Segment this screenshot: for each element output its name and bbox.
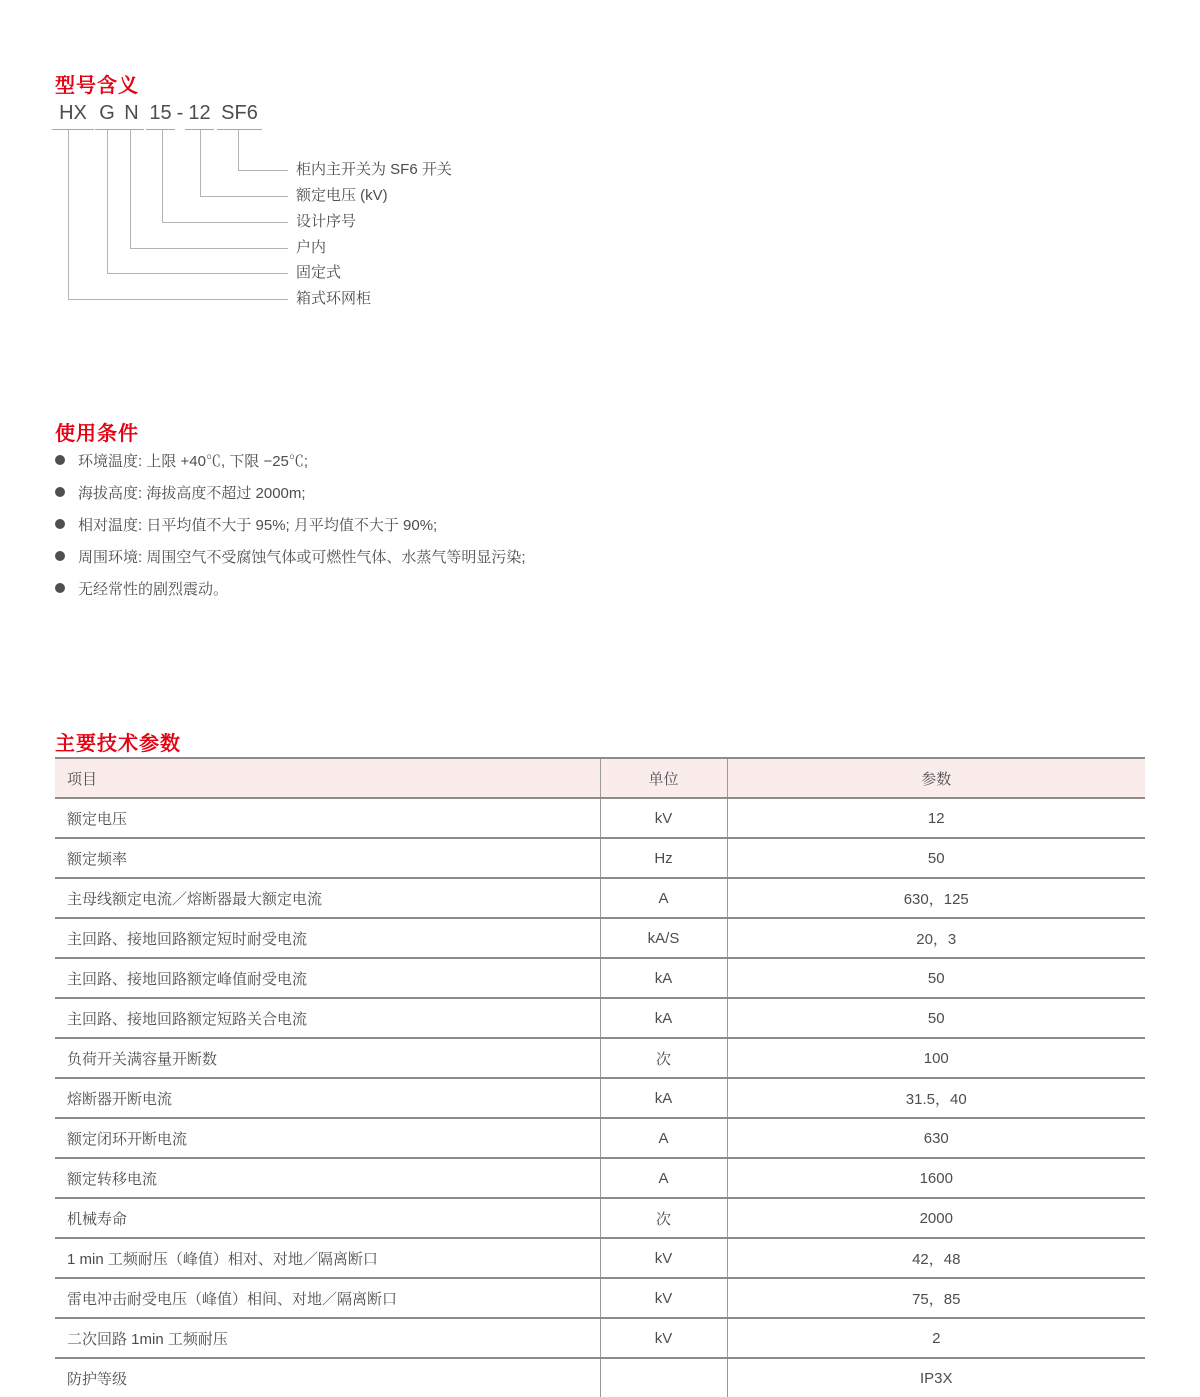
- section-title-model-meaning: 型号含义: [55, 74, 139, 97]
- table-row: [55, 1238, 1145, 1278]
- param-unit: kV: [600, 798, 727, 838]
- param-item: 二次回路 1min 工频耐压: [55, 1318, 600, 1358]
- usage-condition-item: [55, 508, 526, 540]
- param-item: 额定闭环开断电流: [55, 1118, 600, 1158]
- table-row: [55, 1038, 1145, 1078]
- connector-line-vertical-n: [130, 129, 131, 248]
- param-value: 31.5，40: [727, 1078, 1145, 1118]
- table-row: [55, 1278, 1145, 1318]
- table-row: [55, 1358, 1145, 1397]
- model-label-design-serial: 设计序号: [296, 213, 357, 230]
- param-unit: kA/S: [600, 918, 727, 958]
- model-code-part-12: 12: [185, 102, 214, 130]
- usage-condition-item: [55, 444, 526, 476]
- model-label-fixed-type: 固定式: [296, 264, 342, 281]
- param-item: 额定频率: [55, 838, 600, 878]
- connector-line-horizontal-g: [107, 273, 288, 274]
- parameters-table: [55, 757, 1145, 1397]
- param-value: 1600: [727, 1158, 1145, 1198]
- table-row: [55, 958, 1145, 998]
- param-value: 2000: [727, 1198, 1145, 1238]
- section-title-usage-conditions: 使用条件: [55, 422, 139, 445]
- param-value: 20，3: [727, 918, 1145, 958]
- model-code-part-15: 15: [146, 102, 175, 130]
- model-code-part-hx: HX: [52, 102, 94, 130]
- model-code-part-n: N: [119, 102, 144, 130]
- param-unit: [600, 1358, 727, 1397]
- table-row: [55, 878, 1145, 918]
- bullet-icon: [55, 455, 65, 465]
- usage-condition-text: 海拔高度: 海拔高度不超过 2000m;: [78, 484, 306, 502]
- param-unit: Hz: [600, 838, 727, 878]
- usage-condition-item: [55, 540, 526, 572]
- param-unit: A: [600, 878, 727, 918]
- param-item: 额定转移电流: [55, 1158, 600, 1198]
- usage-condition-text: 无经常性的剧烈震动。: [78, 580, 229, 598]
- param-value: 50: [727, 958, 1145, 998]
- model-code-part-g: G: [95, 102, 119, 130]
- table-row: [55, 798, 1145, 838]
- param-value: 100: [727, 1038, 1145, 1078]
- table-row: [55, 1198, 1145, 1238]
- connector-line-horizontal-hx: [68, 299, 288, 300]
- param-item: 主回路、接地回路额定峰值耐受电流: [55, 958, 600, 998]
- usage-condition-text: 周围环境: 周围空气不受腐蚀气体或可燃性气体、水蒸气等明显污染;: [78, 548, 526, 566]
- usage-condition-item: [55, 572, 526, 604]
- table-header-row: [55, 758, 1145, 798]
- usage-condition-item: [55, 476, 526, 508]
- usage-condition-text: 相对温度: 日平均值不大于 95%; 月平均值不大于 90%;: [78, 516, 438, 534]
- param-item: 机械寿命: [55, 1198, 600, 1238]
- section-title-main-parameters: 主要技术参数: [55, 732, 181, 755]
- table-row: [55, 1158, 1145, 1198]
- param-unit: kV: [600, 1238, 727, 1278]
- model-code-dash: -: [176, 102, 184, 124]
- bullet-icon: [55, 487, 65, 497]
- bullet-icon: [55, 583, 65, 593]
- param-value: 42，48: [727, 1238, 1145, 1278]
- param-value: 50: [727, 838, 1145, 878]
- connector-line-vertical-g: [107, 129, 108, 273]
- table-row: [55, 1118, 1145, 1158]
- connector-line-vertical-sf6: [238, 129, 239, 170]
- param-value: 12: [727, 798, 1145, 838]
- table-row: [55, 838, 1145, 878]
- model-label-rated-voltage: 额定电压 (kV): [296, 187, 388, 204]
- connector-line-horizontal-12: [200, 196, 288, 197]
- param-unit: kA: [600, 958, 727, 998]
- param-item: 雷电冲击耐受电压（峰值）相间、对地／隔离断口: [55, 1278, 600, 1318]
- param-item: 负荷开关满容量开断数: [55, 1038, 600, 1078]
- connector-line-vertical-15: [162, 129, 163, 222]
- model-label-indoor: 户内: [296, 239, 327, 256]
- connector-line-vertical-12: [200, 129, 201, 196]
- model-code-part-sf6: SF6: [217, 102, 262, 130]
- param-unit: 次: [600, 1198, 727, 1238]
- bullet-icon: [55, 551, 65, 561]
- model-label-box-rmu: 箱式环网柜: [296, 290, 372, 307]
- param-value: 75，85: [727, 1278, 1145, 1318]
- table-row: [55, 918, 1145, 958]
- param-unit: kA: [600, 998, 727, 1038]
- param-unit: kV: [600, 1278, 727, 1318]
- param-value: 50: [727, 998, 1145, 1038]
- connector-line-horizontal-15: [162, 222, 288, 223]
- param-unit: A: [600, 1158, 727, 1198]
- model-label-sf6-switch: 柜内主开关为 SF6 开关: [296, 161, 452, 178]
- param-value: 2: [727, 1318, 1145, 1358]
- param-item: 主母线额定电流／熔断器最大额定电流: [55, 878, 600, 918]
- param-value: 630，125: [727, 878, 1145, 918]
- param-item: 防护等级: [67, 1370, 128, 1388]
- table-row: [55, 1078, 1145, 1118]
- param-value: 630: [727, 1118, 1145, 1158]
- column-header-item: 项目: [55, 758, 600, 798]
- param-item: 熔断器开断电流: [55, 1078, 600, 1118]
- param-unit: kV: [600, 1318, 727, 1358]
- connector-line-horizontal-sf6: [238, 170, 288, 171]
- table-row: [55, 1318, 1145, 1358]
- connector-line-horizontal-n: [130, 248, 288, 249]
- column-header-unit: 单位: [600, 758, 727, 798]
- param-item: 1 min 工频耐压（峰值）相对、对地／隔离断口: [55, 1238, 600, 1278]
- param-value: IP3X: [727, 1358, 1145, 1397]
- param-unit: kA: [600, 1078, 727, 1118]
- connector-line-vertical-hx: [68, 129, 69, 299]
- param-item: 主回路、接地回路额定短时耐受电流: [55, 918, 600, 958]
- param-unit: A: [600, 1118, 727, 1158]
- table-row: [55, 998, 1145, 1038]
- param-unit: 次: [600, 1038, 727, 1078]
- column-header-parameter: 参数: [727, 758, 1145, 798]
- param-item: 主回路、接地回路额定短路关合电流: [55, 998, 600, 1038]
- usage-condition-text: 环境温度: 上限 +40℃, 下限 −25℃;: [78, 452, 309, 470]
- param-item: 额定电压: [55, 798, 600, 838]
- bullet-icon: [55, 519, 65, 529]
- usage-conditions-list: [55, 444, 526, 604]
